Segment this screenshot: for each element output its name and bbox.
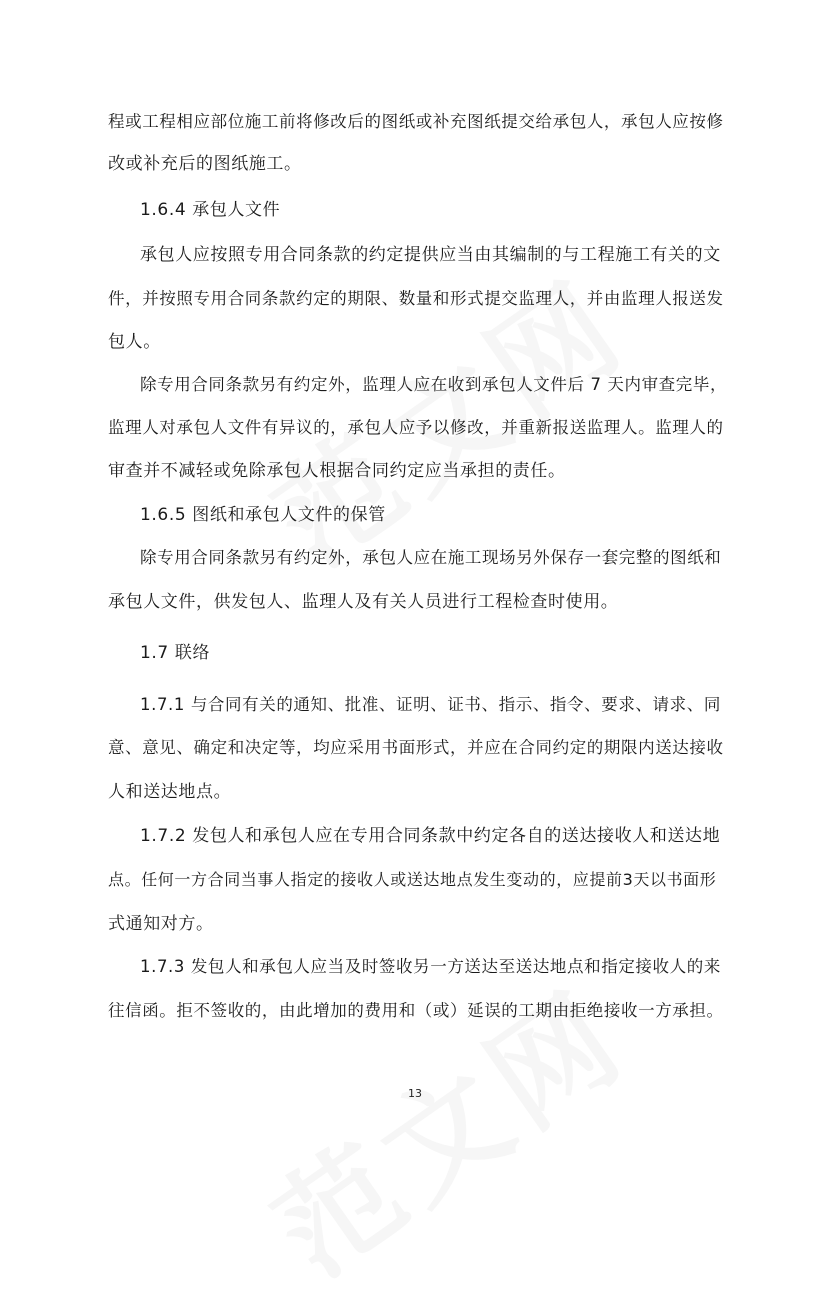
paragraph-line: 1.7.3 发包人和承包人应当及时签收另一方送达至送达地点和指定接收人的来 (140, 957, 721, 976)
paragraph-line: 人和送达地点。 (108, 782, 232, 802)
paragraph-line: 除专用合同条款另有约定外，监理人应在收到承包人文件后 7 天内审查完毕， (140, 375, 728, 394)
paragraph-line: 往信函。拒不签收的，由此增加的费用和（或）延误的工期由拒绝接收一方承担。 (108, 1001, 724, 1020)
paragraph-line: 点。任何一方合同当事人指定的接收人或送达地点发生变动的，应提前3天以书面形 (108, 870, 717, 889)
paragraph-line: 包人。 (108, 332, 161, 352)
paragraph-line: 意、意见、确定和决定等，均应采用书面形式，并应在合同约定的期限内送达接收 (108, 738, 724, 757)
paragraph-line: 改或补充后的图纸施工。 (108, 154, 302, 174)
section-heading: 1.6.5 图纸和承包人文件的保管 (140, 505, 386, 525)
paragraph-line: 监理人对承包人文件有异议的，承包人应予以修改，并重新报送监理人。监理人的 (108, 418, 724, 437)
paragraph-line: 件，并按照专用合同条款约定的期限、数量和形式提交监理人，并由监理人报送发 (108, 289, 724, 308)
paragraph-line: 除专用合同条款另有约定外，承包人应在施工现场另外保存一套完整的图纸和 (140, 548, 722, 567)
paragraph-line: 式通知对方。 (108, 914, 214, 934)
paragraph-line: 审查并不减轻或免除承包人根据合同约定应当承担的责任。 (108, 461, 566, 481)
section-heading: 1.6.4 承包人文件 (140, 200, 281, 220)
paragraph-line: 1.7.1 与合同有关的通知、批准、证明、证书、指示、指令、要求、请求、同 (140, 695, 721, 714)
section-heading: 1.7 联络 (140, 643, 211, 663)
page-number: 13 (408, 1087, 422, 1100)
paragraph-line: 承包人文件，供发包人、监理人及有关人员进行工程检查时使用。 (108, 592, 619, 612)
paragraph-line: 承包人应按照专用合同条款的约定提供应当由其编制的与工程施工有关的文 (140, 245, 721, 265)
paragraph-line: 1.7.2 发包人和承包人应在专用合同条款中约定各自的送达接收人和送达地 (140, 826, 721, 846)
paragraph-line: 程或工程相应部位施工前将修改后的图纸或补充图纸提交给承包人，承包人应按修 (108, 112, 724, 131)
